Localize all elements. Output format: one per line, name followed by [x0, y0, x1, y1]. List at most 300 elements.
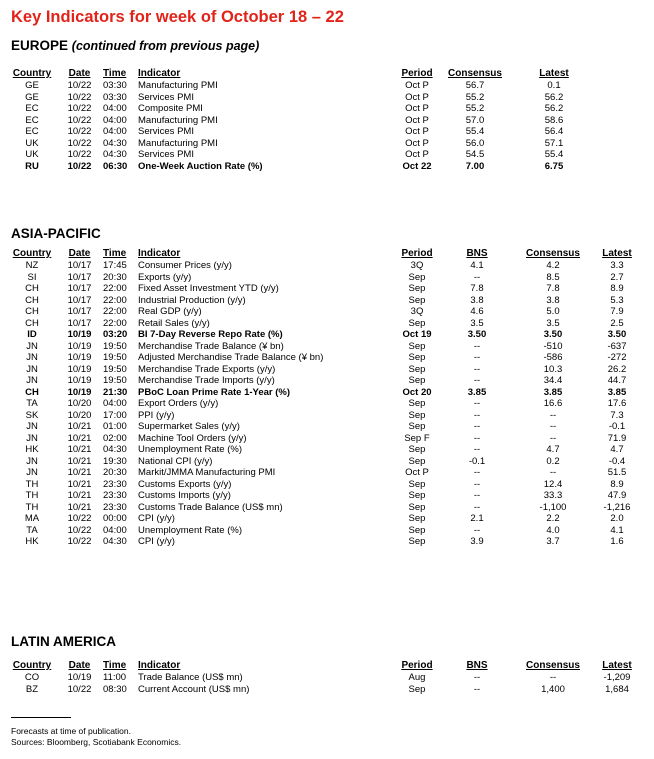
cell-indicator: Markit/JMMA Manufacturing PMI: [138, 467, 276, 478]
cell-time: 11:00: [103, 672, 127, 683]
cell-date: 10/22: [67, 524, 92, 536]
cell-date: 10/22: [67, 536, 92, 547]
header-date: Date: [68, 660, 91, 671]
cell-consensus: 5.0: [546, 306, 560, 317]
cell-time: 04:30: [103, 444, 127, 455]
cell-consensus: 12.4: [543, 478, 563, 490]
cell-latest: -272: [607, 352, 627, 363]
cell-country: TH: [25, 501, 39, 513]
cell-country: NZ: [25, 260, 39, 271]
cell-latest: 0.1: [547, 80, 561, 91]
table-row: [0, 456, 654, 468]
cell-consensus: 3.7: [546, 536, 560, 547]
header-time: Time: [103, 248, 127, 259]
cell-indicator: National CPI (y/y): [138, 455, 213, 467]
cell-time: 22:00: [103, 317, 127, 329]
cell-consensus: 54.5: [465, 149, 485, 160]
cell-bns: --: [473, 444, 481, 455]
cell-period: Oct P: [405, 103, 429, 114]
table-row: [0, 126, 654, 138]
cell-date: 10/19: [67, 363, 92, 375]
cell-consensus: 3.8: [546, 294, 560, 306]
cell-latest: 3.3: [610, 260, 624, 271]
cell-date: 10/21: [67, 444, 92, 455]
cell-period: Sep: [408, 513, 426, 524]
cell-country: UK: [25, 149, 39, 160]
cell-period: Sep: [408, 421, 426, 432]
cell-indicator: Manufacturing PMI: [138, 114, 218, 126]
table-row: [0, 260, 654, 272]
cell-indicator: Customs Imports (y/y): [138, 490, 231, 501]
cell-time: 02:00: [103, 432, 127, 444]
cell-country: TH: [25, 490, 39, 501]
cell-time: 03:30: [103, 80, 127, 91]
cell-bns: 4.6: [470, 306, 484, 317]
cell-time: 04:30: [103, 149, 127, 160]
latam-header-row: [0, 660, 654, 672]
cell-date: 10/22: [67, 137, 92, 149]
cell-period: Sep F: [404, 432, 430, 444]
europe-header-row: [0, 68, 654, 80]
cell-bns: --: [473, 352, 481, 363]
cell-date: 10/20: [67, 398, 92, 409]
table-row: [0, 433, 654, 445]
cell-bns: 7.8: [470, 283, 484, 294]
cell-consensus: 1,400: [541, 683, 565, 695]
cell-date: 10/17: [67, 306, 92, 317]
cell-consensus: 2.2: [546, 513, 560, 524]
cell-time: 04:00: [103, 398, 127, 409]
header-time: Time: [103, 660, 127, 671]
table-row: [0, 92, 654, 104]
cell-country: GE: [25, 91, 39, 103]
cell-date: 10/22: [67, 91, 92, 103]
header-latest: Latest: [602, 660, 632, 671]
cell-time: 04:00: [103, 524, 127, 536]
cell-period: Oct P: [405, 137, 429, 149]
cell-date: 10/20: [67, 409, 92, 421]
cell-date: 10/21: [67, 455, 92, 467]
cell-country: JN: [26, 455, 38, 467]
table-row: [0, 398, 654, 410]
cell-bns: 3.5: [470, 317, 484, 329]
cell-bns: 2.1: [470, 513, 484, 524]
cell-indicator: Real GDP (y/y): [138, 306, 202, 317]
cell-latest: 51.5: [607, 467, 627, 478]
table-row: [0, 138, 654, 150]
europe-table: [0, 68, 654, 172]
cell-bns: --: [473, 490, 481, 501]
cell-bns: --: [473, 363, 481, 375]
cell-consensus: 3.85: [543, 386, 563, 398]
cell-time: 19:50: [103, 352, 127, 363]
cell-country: EC: [25, 126, 39, 137]
cell-time: 08:30: [103, 683, 127, 695]
cell-consensus: 4.0: [546, 524, 560, 536]
cell-bns: --: [473, 683, 481, 695]
cell-indicator: Export Orders (y/y): [138, 398, 219, 409]
cell-period: Sep: [408, 444, 426, 455]
cell-indicator: Customs Exports (y/y): [138, 478, 232, 490]
cell-latest: 7.3: [610, 409, 624, 421]
asia-header-row: [0, 248, 654, 260]
cell-indicator: Services PMI: [138, 91, 194, 103]
cell-indicator: CPI (y/y): [138, 513, 175, 524]
cell-consensus: 56.7: [465, 80, 485, 91]
cell-country: JN: [26, 352, 38, 363]
cell-indicator: Services PMI: [138, 126, 194, 137]
cell-bns: --: [473, 467, 481, 478]
table-row: [0, 295, 654, 307]
table-row: [0, 444, 654, 456]
cell-bns: --: [473, 375, 481, 386]
cell-period: Sep: [408, 271, 426, 283]
cell-date: 10/19: [67, 329, 92, 340]
cell-period: Oct 19: [402, 329, 432, 340]
cell-consensus: 55.2: [465, 91, 485, 103]
cell-date: 10/21: [67, 421, 92, 432]
table-row: [0, 672, 654, 684]
page-title: Key Indicators for week of October 18 – 22: [11, 8, 344, 26]
cell-indicator: Machine Tool Orders (y/y): [138, 432, 247, 444]
cell-latest: 47.9: [607, 490, 627, 501]
header-country: Country: [12, 248, 52, 259]
cell-indicator: Merchandise Trade Imports (y/y): [138, 375, 275, 386]
table-row: [0, 479, 654, 491]
cell-time: 19:50: [103, 363, 127, 375]
cell-bns: --: [473, 672, 481, 683]
cell-country: ID: [27, 329, 37, 340]
cell-indicator: Consumer Prices (y/y): [138, 260, 232, 271]
cell-indicator: BI 7-Day Reverse Repo Rate (%): [138, 329, 283, 340]
cell-latest: 6.75: [544, 160, 564, 172]
cell-indicator: Manufacturing PMI: [138, 137, 218, 149]
cell-indicator: Industrial Production (y/y): [138, 294, 246, 306]
cell-period: Sep: [408, 478, 426, 490]
cell-period: Sep: [408, 409, 426, 421]
cell-date: 10/19: [67, 352, 92, 363]
cell-latest: 3.85: [607, 386, 627, 398]
cell-country: CO: [24, 672, 40, 683]
cell-consensus: 4.2: [546, 260, 560, 271]
cell-country: JN: [26, 432, 38, 444]
cell-bns: 3.9: [470, 536, 484, 547]
cell-latest: -1,209: [603, 672, 631, 683]
asia-table: [0, 248, 654, 548]
cell-consensus: 33.3: [543, 490, 563, 501]
cell-latest: 3.50: [607, 329, 627, 340]
cell-bns: 3.50: [467, 329, 487, 340]
cell-country: HK: [25, 444, 39, 455]
cell-date: 10/22: [67, 149, 92, 160]
cell-latest: 5.3: [610, 294, 624, 306]
table-row: [0, 329, 654, 341]
cell-latest: 4.1: [610, 524, 624, 536]
cell-period: Oct 20: [402, 386, 432, 398]
latam-section-title: LATIN AMERICA: [11, 634, 116, 649]
cell-country: BZ: [25, 683, 39, 695]
cell-period: Sep: [408, 455, 426, 467]
cell-date: 10/22: [67, 513, 92, 524]
cell-period: Aug: [408, 672, 426, 683]
header-indicator: Indicator: [138, 68, 181, 79]
cell-period: Sep: [408, 490, 426, 501]
header-period: Period: [401, 660, 433, 671]
cell-country: CH: [25, 294, 39, 306]
cell-period: 3Q: [410, 306, 424, 317]
cell-date: 10/17: [67, 271, 92, 283]
europe-title: EUROPE: [11, 38, 69, 53]
cell-bns: --: [473, 432, 481, 444]
table-row: [0, 80, 654, 92]
cell-bns: 4.1: [470, 260, 484, 271]
header-bns: BNS: [466, 248, 488, 259]
table-row: [0, 387, 654, 399]
cell-latest: 56.2: [544, 91, 564, 103]
cell-consensus: 7.8: [546, 283, 560, 294]
header-date: Date: [68, 68, 91, 79]
cell-consensus: 16.6: [543, 398, 563, 409]
cell-indicator: Supermarket Sales (y/y): [138, 421, 240, 432]
cell-time: 04:00: [103, 103, 127, 114]
table-row: [0, 467, 654, 479]
cell-time: 04:00: [103, 126, 127, 137]
cell-indicator: Exports (y/y): [138, 271, 192, 283]
cell-indicator: One-Week Auction Rate (%): [138, 160, 263, 172]
cell-bns: --: [473, 398, 481, 409]
cell-date: 10/17: [67, 260, 92, 271]
table-row: [0, 341, 654, 353]
footnote-divider: [11, 717, 71, 718]
cell-consensus: -586: [543, 352, 563, 363]
cell-consensus: 3.5: [546, 317, 560, 329]
cell-indicator: Trade Balance (US$ mn): [138, 672, 243, 683]
cell-date: 10/19: [67, 386, 92, 398]
cell-latest: 58.6: [544, 114, 564, 126]
cell-country: JN: [26, 340, 38, 352]
cell-period: Sep: [408, 317, 426, 329]
cell-period: 3Q: [410, 260, 424, 271]
cell-time: 04:30: [103, 137, 127, 149]
header-time: Time: [103, 68, 127, 79]
cell-time: 01:00: [103, 421, 127, 432]
cell-consensus: --: [549, 432, 557, 444]
table-row: [0, 318, 654, 330]
table-row: [0, 161, 654, 173]
cell-latest: 56.4: [544, 126, 564, 137]
header-period: Period: [401, 68, 433, 79]
cell-time: 23:30: [103, 478, 127, 490]
cell-country: CH: [25, 306, 39, 317]
table-row: [0, 103, 654, 115]
cell-time: 17:00: [103, 409, 127, 421]
cell-period: Oct P: [405, 467, 429, 478]
cell-date: 10/22: [67, 114, 92, 126]
cell-period: Oct 22: [402, 160, 432, 172]
cell-period: Oct P: [405, 126, 429, 137]
cell-bns: --: [473, 271, 481, 283]
cell-bns: --: [473, 421, 481, 432]
cell-indicator: Fixed Asset Investment YTD (y/y): [138, 283, 279, 294]
cell-country: JN: [26, 375, 38, 386]
cell-latest: 17.6: [607, 398, 627, 409]
cell-time: 19:50: [103, 340, 127, 352]
header-indicator: Indicator: [138, 660, 181, 671]
cell-country: EC: [25, 103, 39, 114]
cell-consensus: 8.5: [546, 271, 560, 283]
cell-date: 10/22: [67, 126, 92, 137]
cell-country: UK: [25, 137, 39, 149]
cell-date: 10/17: [67, 283, 92, 294]
cell-consensus: 4.7: [546, 444, 560, 455]
cell-indicator: PPI (y/y): [138, 409, 175, 421]
cell-country: CH: [25, 317, 39, 329]
cell-date: 10/17: [67, 317, 92, 329]
cell-latest: 26.2: [607, 363, 627, 375]
table-row: [0, 364, 654, 376]
cell-time: 20:30: [103, 467, 127, 478]
cell-latest: 2.7: [610, 271, 624, 283]
header-consensus: Consensus: [526, 248, 580, 259]
cell-date: 10/21: [67, 478, 92, 490]
cell-period: Sep: [408, 501, 426, 513]
cell-period: Sep: [408, 536, 426, 547]
table-row: [0, 513, 654, 525]
cell-time: 04:30: [103, 536, 127, 547]
cell-latest: 44.7: [607, 375, 627, 386]
cell-time: 21:30: [103, 386, 128, 398]
table-row: [0, 502, 654, 514]
cell-consensus: --: [549, 467, 557, 478]
cell-country: CH: [25, 283, 39, 294]
cell-period: Sep: [408, 524, 426, 536]
cell-consensus: 55.4: [465, 126, 485, 137]
cell-indicator: Manufacturing PMI: [138, 80, 218, 91]
cell-consensus: -510: [543, 340, 563, 352]
table-row: [0, 536, 654, 548]
cell-indicator: CPI (y/y): [138, 536, 175, 547]
cell-latest: 4.7: [610, 444, 624, 455]
cell-latest: 8.9: [610, 283, 624, 294]
europe-rows: [0, 80, 654, 172]
cell-latest: 7.9: [610, 306, 624, 317]
cell-time: 23:30: [103, 490, 127, 501]
cell-consensus: 7.00: [465, 160, 485, 172]
cell-bns: 3.85: [467, 386, 487, 398]
cell-period: Oct P: [405, 80, 429, 91]
asia-section-title: ASIA-PACIFIC: [11, 226, 101, 241]
table-row: [0, 375, 654, 387]
cell-country: RU: [25, 160, 39, 172]
header-country: Country: [12, 660, 52, 671]
table-row: [0, 306, 654, 318]
cell-indicator: Unemployment Rate (%): [138, 524, 243, 536]
footnote-sources: Sources: Bloomberg, Scotiabank Economics.: [11, 737, 182, 747]
cell-country: TA: [26, 524, 38, 536]
cell-time: 20:30: [103, 271, 127, 283]
cell-date: 10/22: [67, 683, 92, 695]
header-period: Period: [401, 248, 433, 259]
cell-date: 10/22: [67, 160, 92, 172]
cell-time: 22:00: [103, 283, 127, 294]
cell-country: MA: [24, 513, 40, 524]
header-consensus: Consensus: [448, 68, 502, 79]
cell-consensus: 57.0: [465, 114, 485, 126]
cell-latest: 57.1: [544, 137, 564, 149]
cell-consensus: 34.4: [543, 375, 563, 386]
cell-bns: --: [473, 501, 481, 513]
cell-bns: --: [473, 340, 481, 352]
header-indicator: Indicator: [138, 248, 181, 259]
cell-country: JN: [26, 421, 38, 432]
cell-indicator: Adjusted Merchandise Trade Balance (¥ bn): [138, 352, 324, 363]
cell-indicator: Current Account (US$ mn): [138, 683, 250, 695]
table-row: [0, 272, 654, 284]
table-row: [0, 410, 654, 422]
cell-date: 10/22: [67, 80, 92, 91]
header-latest: Latest: [602, 248, 632, 259]
cell-consensus: --: [549, 409, 557, 421]
cell-country: CH: [25, 386, 39, 398]
cell-period: Oct P: [405, 149, 429, 160]
cell-country: TA: [26, 398, 38, 409]
table-row: [0, 283, 654, 295]
header-date: Date: [68, 248, 91, 259]
cell-date: 10/21: [67, 432, 92, 444]
cell-latest: 71.9: [607, 432, 627, 444]
cell-latest: -0.4: [608, 455, 626, 467]
cell-date: 10/21: [67, 467, 92, 478]
latam-table: [0, 660, 654, 695]
cell-date: 10/19: [67, 672, 92, 683]
cell-country: GE: [25, 80, 39, 91]
header-country: Country: [12, 68, 52, 79]
cell-period: Oct P: [405, 114, 429, 126]
cell-consensus: 56.0: [465, 137, 485, 149]
table-row: [0, 684, 654, 696]
table-row: [0, 352, 654, 364]
cell-period: Oct P: [405, 91, 429, 103]
cell-time: 04:00: [103, 114, 127, 126]
table-row: [0, 525, 654, 537]
cell-bns: --: [473, 524, 481, 536]
cell-consensus: 10.3: [543, 363, 563, 375]
header-bns: BNS: [466, 660, 488, 671]
cell-period: Sep: [408, 375, 426, 386]
header-consensus: Consensus: [526, 660, 580, 671]
cell-country: TH: [25, 478, 39, 490]
cell-indicator: Customs Trade Balance (US$ mn): [138, 501, 283, 513]
cell-time: 19:50: [103, 375, 127, 386]
cell-country: HK: [25, 536, 39, 547]
cell-period: Sep: [408, 683, 426, 695]
cell-date: 10/22: [67, 103, 92, 114]
cell-indicator: Unemployment Rate (%): [138, 444, 243, 455]
cell-period: Sep: [408, 398, 426, 409]
cell-latest: 1.6: [610, 536, 624, 547]
cell-time: 22:00: [103, 306, 127, 317]
cell-indicator: Merchandise Trade Balance (¥ bn): [138, 340, 284, 352]
cell-time: 03:20: [103, 329, 128, 340]
cell-date: 10/19: [67, 375, 92, 386]
cell-consensus: 3.50: [543, 329, 563, 340]
cell-consensus: -1,100: [539, 501, 567, 513]
asia-rows: [0, 260, 654, 548]
cell-bns: --: [473, 409, 481, 421]
cell-time: 22:00: [103, 294, 127, 306]
cell-period: Sep: [408, 283, 426, 294]
cell-latest: -0.1: [608, 421, 626, 432]
